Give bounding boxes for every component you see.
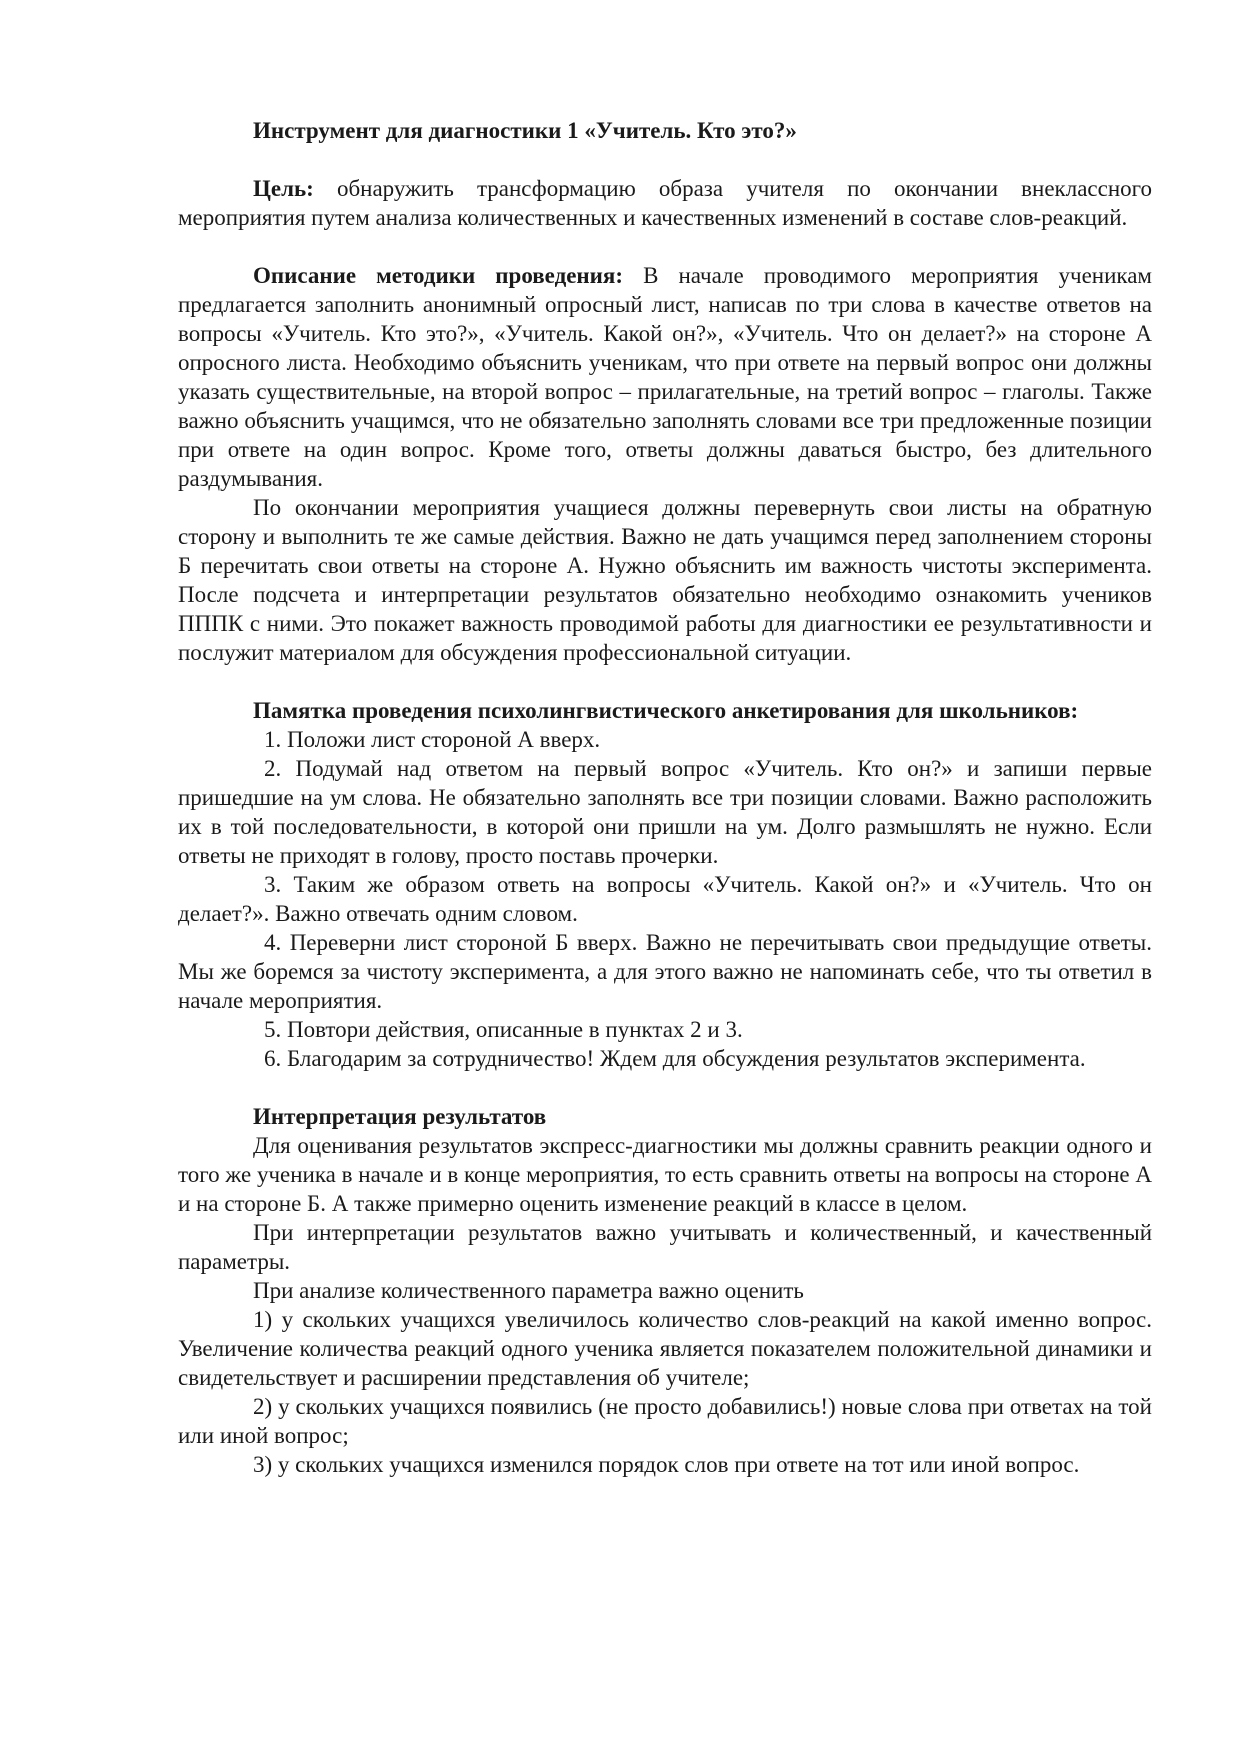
method-text: В начале проводимого мероприятия ученикам предлагается заполнить анонимный опросный лист, написав по три слова в качестве ответов на вопросы «Учитель. Кто это?», «Учитель. Какой он?», «Учитель. Что он делает?» на стороне А опросного листа. Необходимо объяснить ученикам, что при ответе на первый вопрос они должны указать существительные, на второй вопрос – прилагательные, на третий вопрос – глаголы. Также важно объяснить учащимся, что не обязательно заполнять словами все три предложенные позиции при ответе на один вопрос. Кроме того, ответы должны даваться быстро, без длительного раздумывания. bbox=[178, 263, 1152, 491]
goal-text: обнаружить трансформацию образа учителя по окончании внеклассного мероприятия путем анализа количественных и качественных изменений в составе слов-реакций. bbox=[178, 176, 1152, 230]
interpretation-paragraph-3: При анализе количественного параметра важно оценить bbox=[253, 1278, 804, 1303]
memo-item-3: 3. Таким же образом ответь на вопросы «Учитель. Какой он?» и «Учитель. Что он делает?». Важно отвечать одним словом. bbox=[178, 872, 1152, 926]
interpretation-title: Интерпретация результатов bbox=[253, 1104, 547, 1129]
method-paragraph-2: По окончании мероприятия учащиеся должны перевернуть свои листы на обратную сторону и выполнить те же самые действия. Важно не дать учащимся перед заполнением стороны Б перечитать свои ответы на стороне А. Нужно объяснить им важность чистоты эксперимента. После подсчета и интерпретации результатов обязательно необходимо ознакомить учеников ПППК с ними. Это покажет важность проводимой работы для диагностики ее результативности и послужит материалом для обсуждения профессиональной ситуации. bbox=[178, 495, 1152, 665]
memo-title: Памятка проведения психолингвистического анкетирования для школьников: bbox=[253, 698, 1079, 723]
memo-item-4: 4. Переверни лист стороной Б вверх. Важно не перечитывать свои предыдущие ответы. Мы же боремся за чистоту эксперимента, а для этого важно не напоминать себе, что ты ответил в начале мероприятия. bbox=[178, 930, 1152, 1013]
memo-item-1: 1. Положи лист стороной А вверх. bbox=[264, 727, 601, 752]
interpretation-item-1: 1) у скольких учащихся увеличилось количество слов-реакций на какой именно вопрос. Увеличение количества реакций одного ученика является показателем положительной динамики и свидетельствует и расширении представления об учителе; bbox=[178, 1307, 1152, 1390]
document-page bbox=[178, 116, 1152, 1479]
spacer bbox=[178, 1073, 1152, 1102]
document-title: Инструмент для диагностики 1 «Учитель. Кто это?» bbox=[253, 118, 797, 143]
spacer bbox=[178, 232, 1152, 261]
interpretation-item-3: 3) у скольких учащихся изменился порядок слов при ответе на тот или иной вопрос. bbox=[253, 1452, 1080, 1477]
interpretation-item-2: 2) у скольких учащихся появились (не просто добавились!) новые слова при ответах на той или иной вопрос; bbox=[178, 1394, 1152, 1448]
method-paragraph bbox=[178, 261, 1152, 493]
spacer bbox=[178, 667, 1152, 696]
goal-paragraph bbox=[178, 174, 1152, 232]
interpretation-paragraph-1: Для оценивания результатов экспресс-диагностики мы должны сравнить реакции одного и того же ученика в начале и в конце мероприятия, то есть сравнить ответы на вопросы на стороне А и на стороне Б. А также примерно оценить изменение реакций в классе в целом. bbox=[178, 1133, 1152, 1216]
memo-item-6: 6. Благодарим за сотрудничество! Ждем для обсуждения результатов эксперимента. bbox=[264, 1046, 1086, 1071]
memo-item-5: 5. Повтори действия, описанные в пунктах 2 и 3. bbox=[264, 1017, 743, 1042]
goal-label: Цель: bbox=[253, 176, 314, 201]
interpretation-paragraph-2: При интерпретации результатов важно учитывать и количественный, и качественный параметры. bbox=[178, 1220, 1152, 1274]
method-label: Описание методики проведения: bbox=[253, 263, 624, 288]
spacer bbox=[178, 145, 1152, 174]
memo-item-2: 2. Подумай над ответом на первый вопрос «Учитель. Кто он?» и запиши первые пришедшие на ум слова. Не обязательно заполнять все три позиции словами. Важно расположить их в той последовательности, в которой они пришли на ум. Долго размышлять не нужно. Если ответы не приходят в голову, просто поставь прочерки. bbox=[178, 756, 1152, 868]
